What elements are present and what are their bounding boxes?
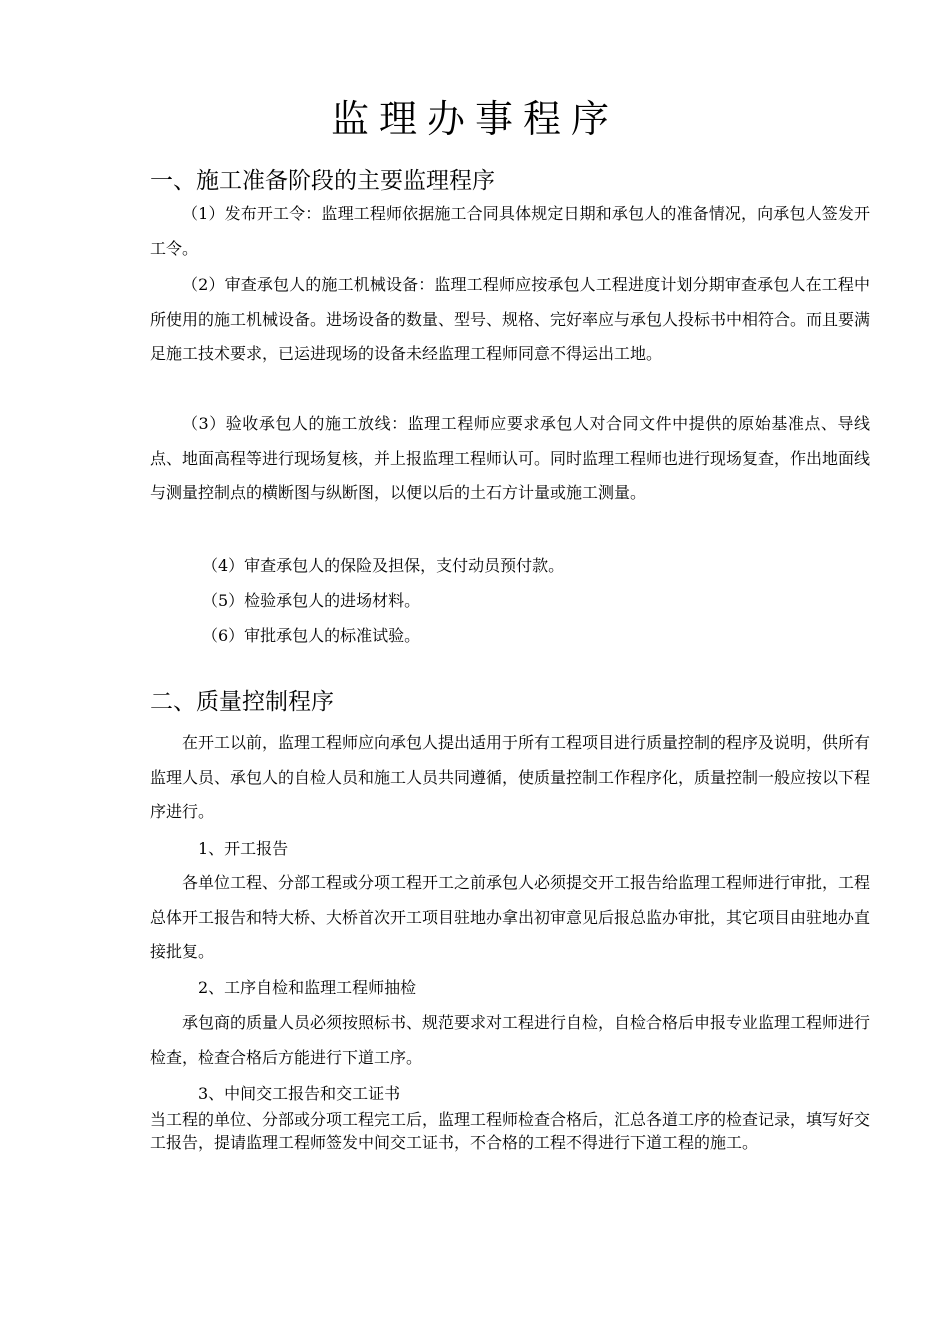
section1-heading: 一、施工准备阶段的主要监理程序 (150, 168, 495, 194)
section1-item-6: （6）审批承包人的标准试验。 (202, 626, 421, 645)
section1-item-3: （3）验收承包人的施工放线：监理工程师应要求承包人对合同文件中提供的原始基准点、导线点、地面高程等进行现场复核，并上报监理工程师认可。同时监理工程师也进行现场复查，作出地面线与测量控制点的横断图与纵断图，以便以后的土石方计量或施工测量。 (150, 414, 871, 502)
section2-sub1-body: 各单位工程、分部工程或分项工程开工之前承包人必须提交开工报告给监理工程师进行审批，工程总体开工报告和特大桥、大桥首次开工项目驻地办拿出初审意见后报总监办审批，其它项目由驻地办直接批复。 (150, 873, 871, 961)
section1-item-1: （1）发布开工令：监理工程师依据施工合同具体规定日期和承包人的准备情况，向承包人签发开工令。 (150, 204, 870, 258)
section1-item-5: （5）检验承包人的进场材料。 (202, 591, 421, 610)
section2-sub2-body: 承包商的质量人员必须按照标书、规范要求对工程进行自检，自检合格后申报专业监理工程师进行检查，检查合格后方能进行下道工序。 (150, 1013, 871, 1067)
section1-item-4: （4）审查承包人的保险及担保，支付动员预付款。 (202, 556, 565, 575)
section2-intro: 在开工以前，监理工程师应向承包人提出适用于所有工程项目进行质量控制的程序及说明，供所有监理人员、承包人的自检人员和施工人员共同遵循，使质量控制工作程序化，质量控制一般应按以下程序进行。 (150, 733, 871, 821)
section2-sub2-title: 2、工序自检和监理工程师抽检 (198, 978, 417, 997)
section2-heading: 二、质量控制程序 (150, 689, 334, 715)
document-title: 监理办事程序 (330, 97, 619, 141)
section2-sub1-title: 1、开工报告 (198, 839, 289, 858)
section2-sub3-title: 3、中间交工报告和交工证书 (198, 1084, 401, 1103)
section2-sub3-body: 当工程的单位、分部或分项工程完工后，监理工程师检查合格后，汇总各道工序的检查记录，填写好交工报告，提请监理工程师签发中间交工证书，不合格的工程不得进行下道工程的施工。 (150, 1110, 871, 1152)
section1-item-2: （2）审查承包人的施工机械设备：监理工程师应按承包人工程进度计划分期审查承包人在工程中所使用的施工机械设备。进场设备的数量、型号、规格、完好率应与承包人投标书中相符合。而且要满足施工技术要求，已运进现场的设备未经监理工程师同意不得运出工地。 (150, 275, 871, 363)
